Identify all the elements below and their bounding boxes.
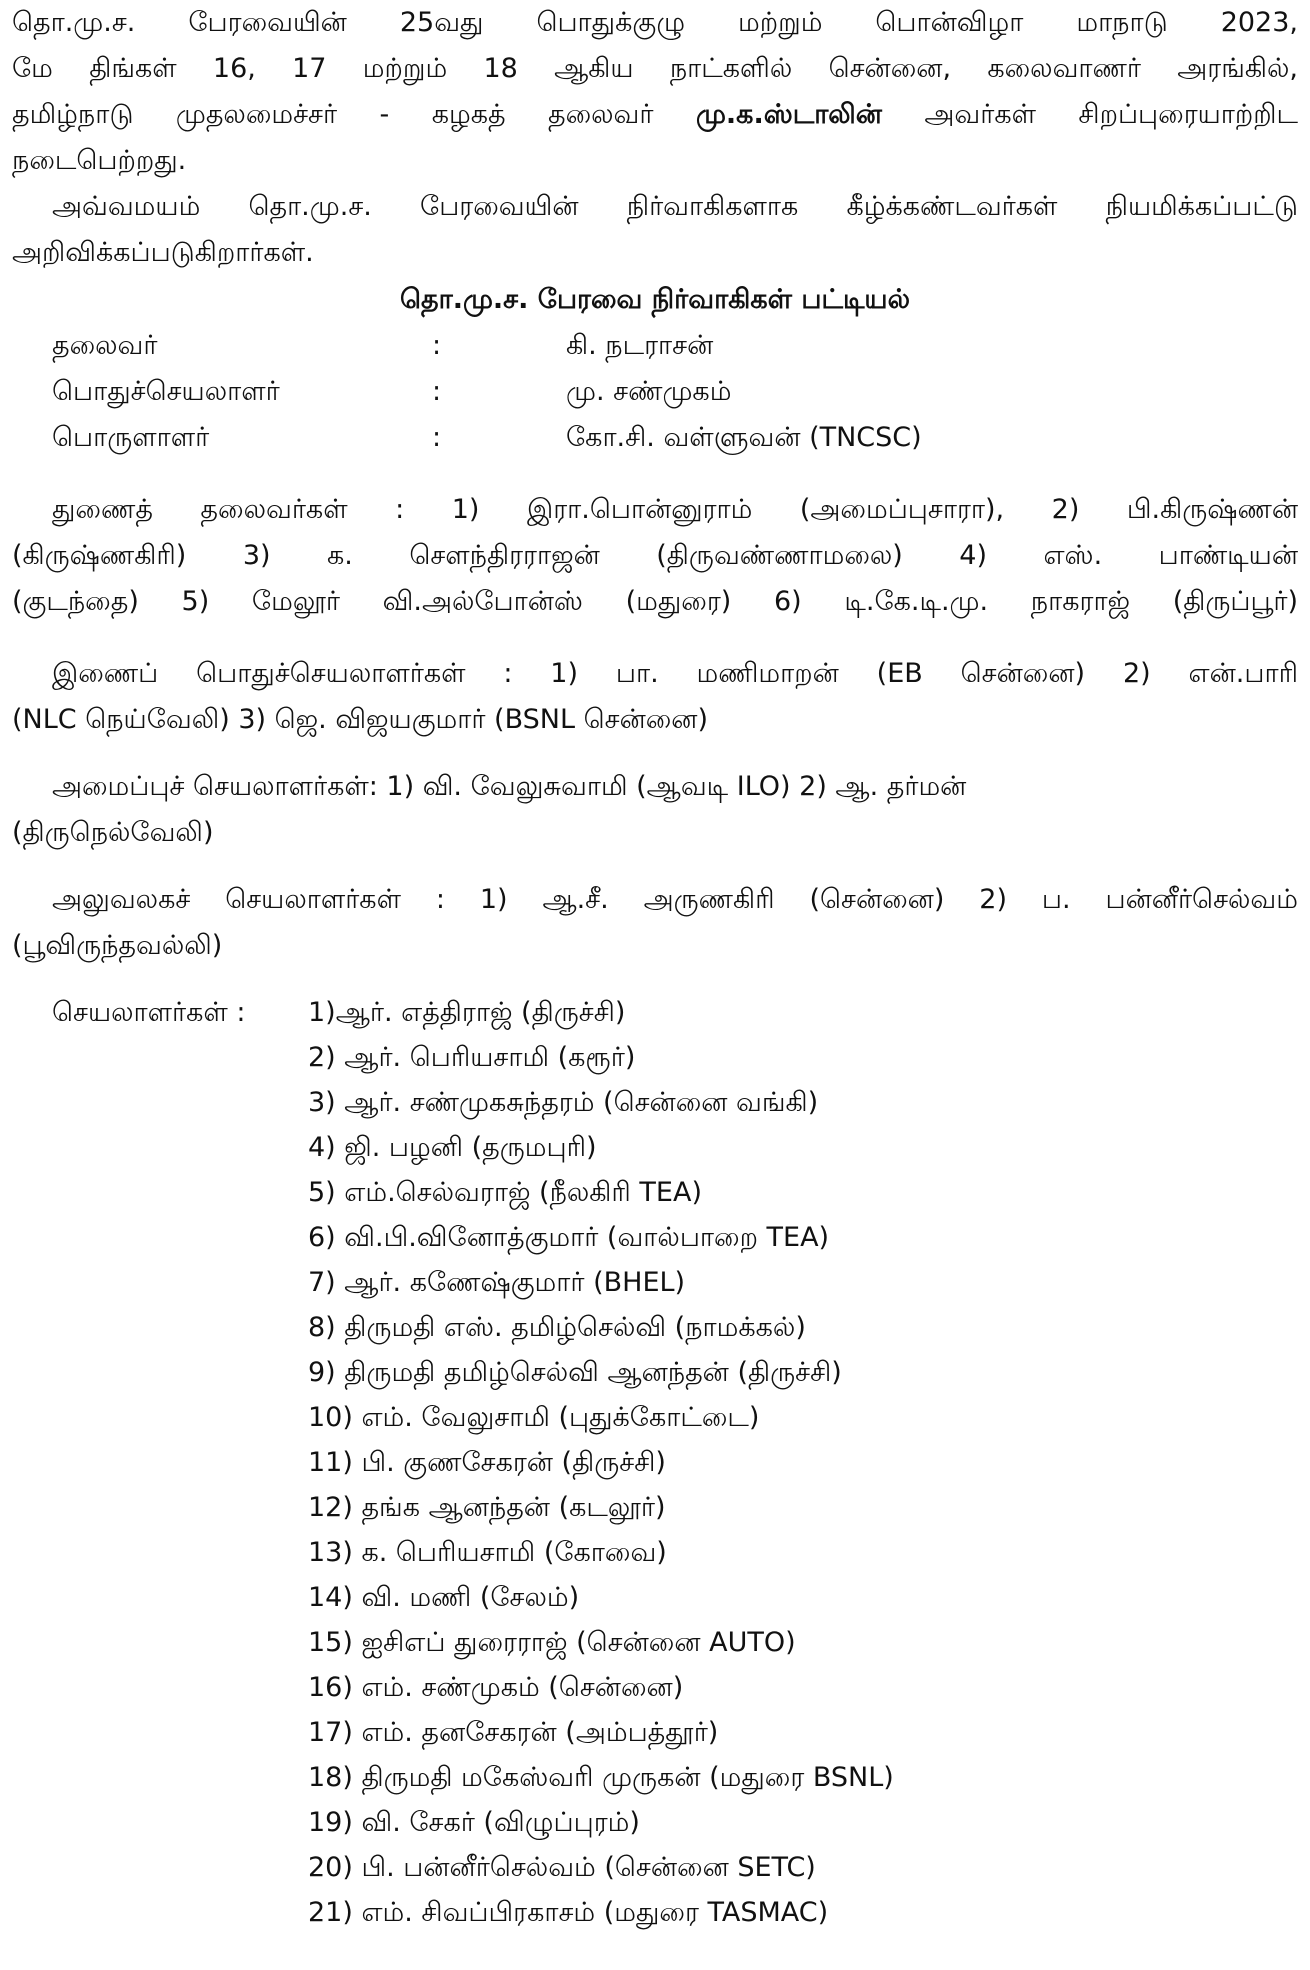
officer-name: கோ.சி. வள்ளுவன் (TNCSC)	[566, 422, 922, 453]
intro-line-1: தொ.மு.ச. பேரவையின் 25வது பொதுக்குழு மற்றும் பொன்விழா மாநாடு 2023,	[12, 7, 1298, 38]
officer-name: கி. நடராசன்	[566, 330, 714, 361]
list-item: 14) வி. மணி (சேலம்)	[308, 1582, 580, 1613]
joint-secretaries-line-1: இணைப் பொதுச்செயலாளர்கள் : 1) பா. மணிமாறன் (EB சென்னை) 2) என்.பாரி	[52, 658, 1298, 689]
office-secretaries-line-2: (பூவிருந்தவல்லி)	[12, 930, 223, 961]
org-secretaries-line-2: (திருநெல்வேலி)	[12, 817, 214, 848]
officer-role: தலைவர்	[52, 330, 158, 361]
chief-minister-name: மு.க.ஸ்டாலின்	[695, 99, 882, 130]
joint-secretaries-line-2: (NLC நெய்வேலி) 3) ஜெ. விஜயகுமார் (BSNL சென்னை)	[12, 704, 709, 735]
list-item: 17) எம். தனசேகரன் (அம்பத்தூர்)	[308, 1717, 719, 1748]
intro-line-4: நடைபெற்றது.	[12, 145, 187, 176]
list-item: 4) ஜி. பழனி (தருமபுரி)	[308, 1132, 597, 1163]
org-secretaries-line-1: அமைப்புச் செயலாளர்கள்: 1) வி. வேலுசுவாமி (ஆவடி ILO) 2) ஆ. தர்மன்	[52, 771, 967, 802]
list-item: 21) எம். சிவப்பிரகாசம் (மதுரை TASMAC)	[308, 1897, 829, 1928]
vice-presidents-line-1: துணைத் தலைவர்கள் : 1) இரா.பொன்னுராம் (அமைப்புசாரா), 2) பி.கிருஷ்ணன்	[52, 494, 1298, 525]
list-item: 10) எம். வேலுசாமி (புதுக்கோட்டை)	[308, 1402, 760, 1433]
list-item: 9) திருமதி தமிழ்செல்வி ஆனந்தன் (திருச்சி)	[308, 1357, 842, 1388]
list-item: 6) வி.பி.வினோத்குமார் (வால்பாறை TEA)	[308, 1222, 830, 1253]
intro-line-3-prefix: தமிழ்நாடு முதலமைச்சர் - கழகத் தலைவர்	[12, 99, 654, 130]
intro-line-3-suffix: அவர்கள் சிறப்புரையாற்றிட	[924, 99, 1298, 130]
officer-role: பொருளாளர்	[52, 422, 210, 453]
intro-line-2: மே திங்கள் 16, 17 மற்றும் 18 ஆகிய நாட்களில் சென்னை, கலைவாணர் அரங்கில்,	[12, 53, 1298, 84]
intro-line-5: அவ்வமயம் தொ.மு.ச. பேரவையின் நிர்வாகிகளாக கீழ்க்கண்டவர்கள் நியமிக்கப்பட்டு	[52, 191, 1298, 222]
intro-line-6: அறிவிக்கப்படுகிறார்கள்.	[12, 237, 314, 268]
officer-colon: :	[432, 376, 442, 407]
officer-colon: :	[432, 422, 442, 453]
secretaries-label: செயலாளர்கள் :	[52, 997, 246, 1028]
officer-role: பொதுச்செயலாளர்	[52, 376, 280, 407]
vice-presidents-line-3: (குடந்தை) 5) மேலூர் வி.அல்போன்ஸ் (மதுரை) 6) டி.கே.டி.மு. நாகராஜ் (திருப்பூர்)	[12, 586, 1298, 617]
list-item: 8) திருமதி எஸ். தமிழ்செல்வி (நாமக்கல்)	[308, 1312, 806, 1343]
vice-presidents-line-2: (கிருஷ்ணகிரி) 3) க. சௌந்திரராஜன் (திருவண்ணாமலை) 4) எஸ். பாண்டியன்	[12, 540, 1298, 571]
list-item: 5) எம்.செல்வராஜ் (நீலகிரி TEA)	[308, 1177, 702, 1208]
office-secretaries-line-1: அலுவலகச் செயலாளர்கள் : 1) ஆ.சீ. அருணகிரி (சென்னை) 2) ப. பன்னீர்செல்வம்	[52, 884, 1298, 915]
list-item: 15) ஐசிஎப் துரைராஜ் (சென்னை AUTO)	[308, 1627, 796, 1658]
list-item: 16) எம். சண்முகம் (சென்னை)	[308, 1672, 684, 1703]
officer-colon: :	[432, 330, 442, 361]
officer-name: மு. சண்முகம்	[566, 376, 732, 407]
list-item: 1)ஆர். எத்திராஜ் (திருச்சி)	[308, 997, 626, 1028]
list-item: 12) தங்க ஆனந்தன் (கடலூர்)	[308, 1492, 666, 1523]
list-item: 19) வி. சேகர் (விழுப்புரம்)	[308, 1807, 640, 1838]
list-item: 3) ஆர். சண்முகசுந்தரம் (சென்னை வங்கி)	[308, 1087, 819, 1118]
list-item: 2) ஆர். பெரியசாமி (கரூர்)	[308, 1042, 636, 1073]
list-item: 11) பி. குணசேகரன் (திருச்சி)	[308, 1447, 666, 1478]
list-title: தொ.மு.ச. பேரவை நிர்வாகிகள் பட்டியல்	[399, 284, 910, 315]
list-item: 20) பி. பன்னீர்செல்வம் (சென்னை SETC)	[308, 1852, 816, 1883]
intro-line-3	[12, 92, 1298, 138]
list-item: 13) க. பெரியசாமி (கோவை)	[308, 1537, 667, 1568]
list-item: 18) திருமதி மகேஸ்வரி முருகன் (மதுரை BSNL)	[308, 1762, 894, 1793]
list-item: 7) ஆர். கணேஷ்குமார் (BHEL)	[308, 1267, 686, 1298]
